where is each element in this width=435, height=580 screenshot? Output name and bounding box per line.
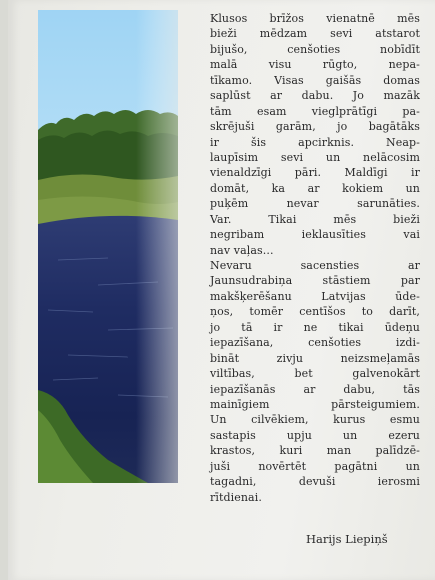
- text-line: mainīgiem pārsteigumiem.: [210, 397, 420, 411]
- text-line: malā visu rūgto, nepa-: [210, 58, 420, 72]
- text-line: iepazīšanās ar dabu, tās: [210, 382, 420, 396]
- text-line: Var. Tikai mēs bieži: [210, 212, 420, 226]
- book-page: [8, 0, 435, 580]
- text-line: tīkamo. Visas gaišās domas: [210, 73, 420, 87]
- text-line: Klusos brīžos vienatnē mēs: [210, 12, 420, 25]
- paragraph-2: [210, 258, 420, 505]
- text-line: ir šis apcirknis. Neap-: [210, 135, 420, 149]
- text-line: viltības, bet galvenokārt: [210, 367, 420, 381]
- text-line: juši novērtēt pagātni un: [210, 459, 420, 473]
- river-landscape-photo: [38, 10, 178, 483]
- text-line: krastos, kuri man palīdzē-: [210, 444, 420, 458]
- text-line: Nevaru sacensties ar: [210, 259, 420, 272]
- text-line: puķēm nevar sarunāties.: [210, 197, 420, 211]
- text-line: ņos, tomēr centīšos to darīt,: [210, 305, 420, 319]
- text-line: negribam ieklausīties vai: [210, 228, 420, 242]
- text-line: tām esam vieglprātīgi pa-: [210, 104, 420, 118]
- text-line: iepazīšana, cenšoties izdi-: [210, 336, 420, 350]
- text-line: tagadni, devuši ierosmi: [210, 475, 420, 489]
- text-line: bijušo, cenšoties nobīdīt: [210, 42, 420, 56]
- text-line: nav vaļas...: [210, 243, 274, 257]
- author-signature: Harijs Liepiņš: [306, 532, 388, 546]
- text-line: vienaldzīgi pāri. Maldīgi ir: [210, 166, 420, 180]
- text-line: jo tā ir ne tikai ūdeņu: [210, 320, 420, 334]
- text-line: bināt zivju neizsmeļamās: [210, 351, 420, 365]
- text-line: bieži mēdzam sevi atstarot: [210, 27, 420, 41]
- text-line: Jaunsudrabiņa stāstiem par: [210, 274, 420, 288]
- text-line: sastapis upju un ezeru: [210, 428, 420, 442]
- body-text: [210, 11, 420, 505]
- river-landscape-illustration: [38, 10, 178, 483]
- text-line: domāt, ka ar kokiem un: [210, 181, 420, 195]
- text-line: laupīsim sevi un nelācosim: [210, 150, 420, 164]
- text-line: makšķerēšanu Latvijas ūde-: [210, 289, 420, 303]
- text-line: saplūst ar dabu. Jo mazāk: [210, 89, 420, 103]
- text-line: Un cilvēkiem, kurus esmu: [210, 413, 420, 427]
- paragraph-1: [210, 11, 420, 258]
- text-line: rītdienai.: [210, 490, 262, 504]
- text-line: skrējuši garām, jo bagātāks: [210, 120, 420, 134]
